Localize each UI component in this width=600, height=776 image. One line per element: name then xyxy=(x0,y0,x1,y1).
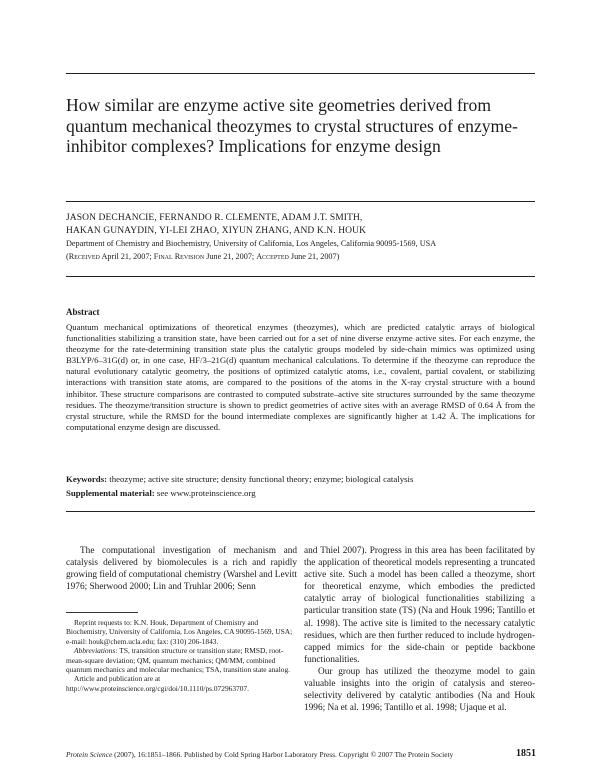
abstract-bottom-rule xyxy=(66,511,535,512)
body-paragraph: and Thiel 2007). Progress in this area has been facilitated by the application of theoretical models representing a truncated active site. Such a model has been called a theozyme, short for theoretical enzyme, which embodies the predicted catalytic array of biological functionalities stabilizing a particular transition state (TS) (Na and Houk 1996; Tantillo et al. 1998). The active site is limited to the necessary catalytic residues, which are then further reduced to include hydrogen-capped mimics for the side-chain or peptide backbone functionalities. xyxy=(304,546,535,665)
submission-dates: (Received April 21, 2007; Final Revision June 21, 2007; Accepted June 21, 2007) xyxy=(66,252,340,261)
keywords-text: theozyme; active site structure; density functional theory; enzyme; biological catalysis xyxy=(109,474,414,484)
page-number: 1851 xyxy=(516,748,536,759)
footnote-abbreviations xyxy=(66,646,297,674)
author-list xyxy=(66,212,536,237)
citation-info: (2007), 16:1851–1866. Published by Cold Spring Harbor Laboratory Press. Copyright © 2007 The Protein Society xyxy=(114,750,454,759)
abbreviations-text: TS, transition structure or transition state; RMSD, root-mean-square deviation; QM, quantum mechanics; QM/MM, combined quantum mechanics and molecular mechanics; TSA, transition state analog. xyxy=(66,646,290,675)
abstract-text: Quantum mechanical optimizations of theoretical enzymes (theozymes), which are predicted catalytic arrays of biological functionalities stabilizing a transition state, have been carried out for a set of nine diverse enzyme active sites. For each enzyme, the theozyme for the rate-determining transition state plus the catalytic groups modeled by side-chain mimics was optimized using B3LYP/6–31G(d) or, in one case, HF/3–21G(d) quantum mechanical calculations. To determine if the theozyme can reproduce the natural evolutionary catalytic geometry, the positions of optimized catalytic atoms, i.e., covalent, partial covalent, or stabilizing interactions with transition state atoms, are compared to the positions of the atoms in the X-ray crystal structure with a bound inhibitor. These structure comparisons are contrasted to computed substrate–active site structures surrounded by the same theozyme residues. The theozyme/transition structure is shown to predict geometries of active sites with an average RMSD of 0.64 Å from the crystal structure, while the RMSD for the bound intermediate complexes are significantly higher at 1.42 Å. The implications for computational enzyme design are discussed. xyxy=(66,322,535,432)
keywords-label: Keywords: xyxy=(66,474,108,484)
paper-title: How similar are enzyme active site geometries derived from quantum mechanical theozymes to crystal structures of enzyme-inhibitor complexes? Implications for enzyme design xyxy=(66,95,518,156)
author-line-2: HAKAN GUNAYDIN, YI-LEI ZHAO, XIYUN ZHANG, AND K.N. HOUK xyxy=(66,225,367,236)
footnote-article-link[interactable]: Article and publication are at http://www.proteinscience.org/cgi/doi/10.1110/ps.072963707. xyxy=(66,674,249,693)
header-bottom-rule xyxy=(66,276,535,277)
footnote-rule xyxy=(66,612,138,613)
top-rule xyxy=(66,73,535,74)
final-revision-label: Final Revision xyxy=(153,252,205,261)
keywords xyxy=(66,474,536,485)
abstract-heading: Abstract xyxy=(66,307,100,317)
abbreviations-label: Abbreviations: xyxy=(74,646,118,656)
supplemental-label: Supplemental material: xyxy=(66,488,155,498)
body-paragraph: Our group has utilized the theozyme model to gain valuable insights into the origin of catalysis and stereo-selectivity delivered by catalytic antibodies (Na and Houk 1996; Na et al. 1996; Tantillo et al. 1998; Ujaque et al. xyxy=(304,666,535,714)
supplemental-link[interactable]: see www.proteinscience.org xyxy=(156,488,256,498)
page-footer xyxy=(66,750,536,760)
received-label: Received xyxy=(68,252,100,261)
author-line-1: JASON DECHANCIE, FERNANDO R. CLEMENTE, ADAM J.T. SMITH, xyxy=(66,213,363,223)
accepted-label: Accepted xyxy=(256,252,289,261)
accepted-date: June 21, 2007) xyxy=(290,252,340,261)
footnote-reprint: Reprint requests to: K.N. Houk, Department of Chemistry and Biochemistry, University of California, Los Angeles, CA 90095-1569, USA; e-mail: houk@chem.ucla.edu; fax: (310) 206-1843. xyxy=(66,618,293,646)
affiliation: Department of Chemistry and Biochemistry, University of California, Los Angeles, California 90095-1569, USA xyxy=(66,239,437,248)
body-column-right xyxy=(304,545,535,714)
title-rule xyxy=(66,201,535,202)
journal-name: Protein Science xyxy=(66,750,113,759)
footnotes xyxy=(66,618,297,693)
final-revision-date: June 21, 2007; xyxy=(206,252,255,261)
body-column-left xyxy=(66,545,297,593)
supplemental-material xyxy=(66,488,536,499)
body-paragraph: The computational investigation of mechanism and catalysis delivered by biomolecules is a rich and rapidly growing field of computational chemistry (Warshel and Levitt 1976; Sherwood 2000; Lin and Truhlar 2006; Senn xyxy=(66,546,297,593)
received-date: April 21, 2007; xyxy=(101,252,152,261)
